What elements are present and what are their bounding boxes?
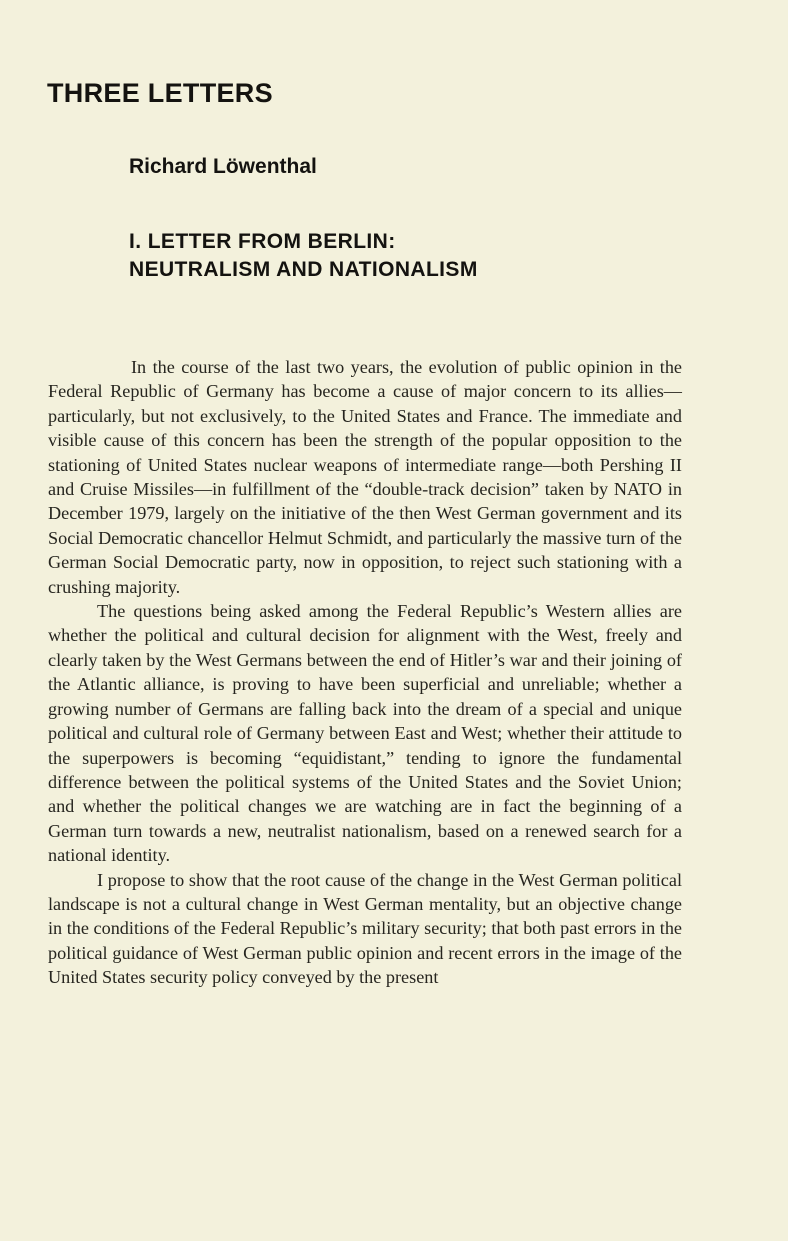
letter-heading-line-2: NEUTRALISM AND NATIONALISM (129, 258, 478, 281)
paragraph-2: The questions being asked among the Federal Republic’s Western allies are whether the political and cultural decision for alignment with the West, freely and clearly taken by the West Germans between the end of Hitler’s war and their joining of the Atlantic alliance, is proving to have been superficial and unreliable; whether a growing number of Germans are falling back into the dream of a special and unique political and cultural role of Germany between East and West; whether their attitude to the superpowers is becoming “equidistant,” tending to ignore the fundamental difference between the political systems of the United States and the Soviet Union; and whether the political changes we are watching are in fact the beginning of a German turn towards a new, neutralist nationalism, based on a renewed search for a national identity. (48, 601, 682, 866)
letter-heading-line-1: I. LETTER FROM BERLIN: (129, 230, 396, 253)
author-name: Richard Löwenthal (129, 155, 317, 178)
article-body (48, 355, 682, 990)
paragraph-1: In the course of the last two years, the evolution of public opinion in the Federal Republic of Germany has become a cause of major concern to its allies—particularly, but not exclusively, to the United States and France. The immediate and visible cause of this concern has been the strength of the popular opposition to the stationing of United States nuclear weapons of intermediate range—both Pershing II and Cruise Missiles—in fulfillment of the “double-track decision” taken by NATO in December 1979, largely on the initiative of the then West German government and its Social Democratic chancellor Helmut Schmidt, and particularly the massive turn of the German Social Democratic party, now in opposition, to reject such stationing with a crushing majority. (48, 357, 682, 597)
paragraph-3: I propose to show that the root cause of the change in the West German political landscape is not a cultural change in West German mentality, but an objective change in the conditions of the Federal Republic’s military security; that both past errors in the political guidance of West German public opinion and recent errors in the image of the United States security policy conveyed by the present (48, 869, 682, 988)
letter-heading (129, 228, 478, 284)
section-title: THREE LETTERS (47, 78, 273, 108)
